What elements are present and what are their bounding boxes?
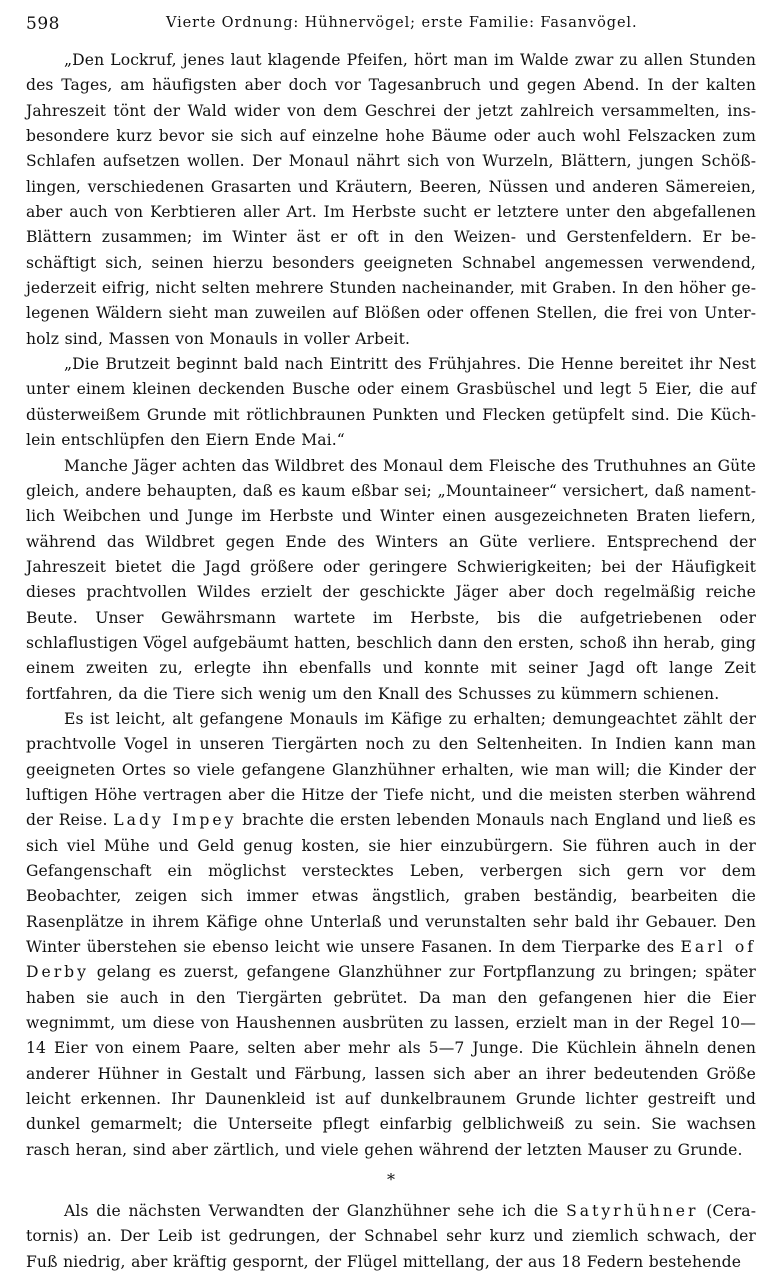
paragraph	[26, 454, 756, 707]
spaced-name: Satyrhühner	[566, 1202, 699, 1221]
section-separator: *	[387, 1170, 395, 1190]
text-run: „Die Brutzeit beginnt bald nach Eintritt des Frühjahres. Die Henne bereitet ihr Nest unter einem kleinen deckenden Busche oder einem Grasbüschel und legt 5 Eier, die auf düsterweißem Grunde mit rötlichbraunen Punkten und Flecken getüpfelt sind. Die Küchlein entschlüpfen den Eiern Ende Mai.“	[26, 355, 756, 450]
running-head	[26, 14, 756, 42]
spaced-name: Earl of Derby	[26, 938, 756, 982]
text-run: Es ist leicht, alt gefangene Monauls im Käfige zu erhalten; demungeachtet zählt der prachtvolle Vogel in unseren Tiergärten noch zu den Seltenheiten. In Indien kann man geeigneten Ortes so viele gefangene Glanzhühner erhalten, wie man will; die Kinder der luftigen Höhe vertragen aber die Hitze der Tiefe nicht, und die meisten sterben während der Reise.	[26, 709, 756, 830]
page-number: 598	[26, 14, 60, 34]
text-run: Manche Jäger achten das Wildbret des Monaul dem Fleische des Truthuhnes an Güte gleich, andere behaupten, daß es kaum eßbar sei; „Mountaineer“ versichert, daß namentlich Weibchen und Junge im Herbste und Winter einen ausgezeichneten Braten liefern, während das Wildbret gegen Ende des Winters an Güte verliere. Entsprechend der Jahreszeit bietet die Jagd größere oder geringere Schwierigkeiten; bei der Häufigkeit dieses prachtvollen Wildes erzielt der geschickte Jäger aber doch regelmäßig reiche Beute. Unser Gewährsmann wartete im Herbste, bis die aufgetriebenen oder schlaflustigen Vögel aufgebäumt hatten, beschlich dann den ersten, schoß ihn herab, ging einem zweiten zu, erlegte ihn ebenfalls und konnte mit seiner Jagd oft lange Zeit fortfahren, da die Tiere sich wenig um den Knall des Schusses zu kümmern schienen.	[26, 456, 756, 703]
text-run: gelang es zuerst, gefangene Glanzhühner zur Fortpflanzung zu bringen; später haben sie auch in den Tiergärten gebrütet. Da man den gefangenen hier die Eier wegnimmt, um diese von Haushennen ausbrüten zu lassen, erzielt man in der Regel 10—14 Eier von einem Paare, selten aber mehr als 5—7 Junge. Die Küchlein ähneln denen anderer Hühner in Gestalt und Färbung, lassen sich aber an ihrer bedeutenden Größe leicht erkennen. Ihr Daunenkleid ist auf dunkelbraunem Grunde lichter gestreift und dunkel gemarmelt; die Unterseite pflegt einfarbig gelblichweiß zu sein. Sie wachsen rasch heran, sind aber zärtlich, und viele gehen während der letzten Mauser zu Grunde.	[26, 963, 756, 1159]
paragraph	[26, 707, 756, 1163]
text-run: brachte die ersten lebenden Monauls nach England und ließ es sich viel Mühe und Geld genug kosten, sie hier einzubürgern. Sie führen auch in der Gefangenschaft ein möglichst verstecktes Leben, verbergen sich gern vor dem Beobachter, zeigen sich immer etwas ängstlich, graben beständig, bearbeiten die Rasenplätze in ihrem Käfige ohne Unterlaß und verunstalten sehr bald ihr Gebauer. Den Winter überstehen sie ebenso leicht wie unsere Fasanen. In dem Tierparke des	[26, 811, 757, 957]
paragraphs	[26, 48, 756, 1163]
spaced-name: Lady Impey	[113, 811, 237, 830]
text-run: (Ceratornis) an. Der Leib ist gedrungen, der Schnabel sehr kurz und ziemlich schwach, der Fuß niedrig, aber kräftig gespornt, der Flügel mittellang, der aus 18 Federn bestehende	[26, 1202, 756, 1271]
text-run: „Den Lockruf, jenes laut klagende Pfeifen, hört man im Walde zwar zu allen Stunden des Tages, am häufigsten aber doch vor Tagesanbruch und gegen Abend. In der kalten Jahreszeit tönt der Wald wider von dem Geschrei der jetzt zahlreich versammelten, insbesondere kurz bevor sie sich auf einzelne hohe Bäume oder auch wohl Felszacken zum Schlafen aufsetzen wollen. Der Monaul nährt sich von Wurzeln, Blättern, jungen Schößlingen, verschiedenen Grasarten und Kräutern, Beeren, Nüssen und anderen Sämereien, aber auch von Kerbtieren aller Art. Im Herbste sucht er letztere unter den abgefallenen Blättern zusammen; im Winter äst er oft in den Weizen- und Gerstenfeldern. Er beschäftigt sich, seinen hierzu besonders geeigneten Schnabel angemessen verwendend, jederzeit eifrig, nicht selten mehrere Stunden nacheinander, mit Graben. In den höher gelegenen Wäldern sieht man zuweilen auf Blößen oder offenen Stellen, die frei von Unterholz sind, Massen von Monauls in voller Arbeit.	[26, 51, 756, 348]
paragraph	[26, 48, 756, 352]
running-head-title: Vierte Ordnung: Hühnervögel; erste Familie: Fasanvögel.	[166, 15, 638, 31]
paragraph	[26, 352, 756, 453]
text-run: Als die nächsten Verwandten der Glanzhühner sehe ich die	[64, 1202, 567, 1221]
body-text	[26, 48, 756, 1275]
final-paragraph	[26, 1199, 756, 1275]
